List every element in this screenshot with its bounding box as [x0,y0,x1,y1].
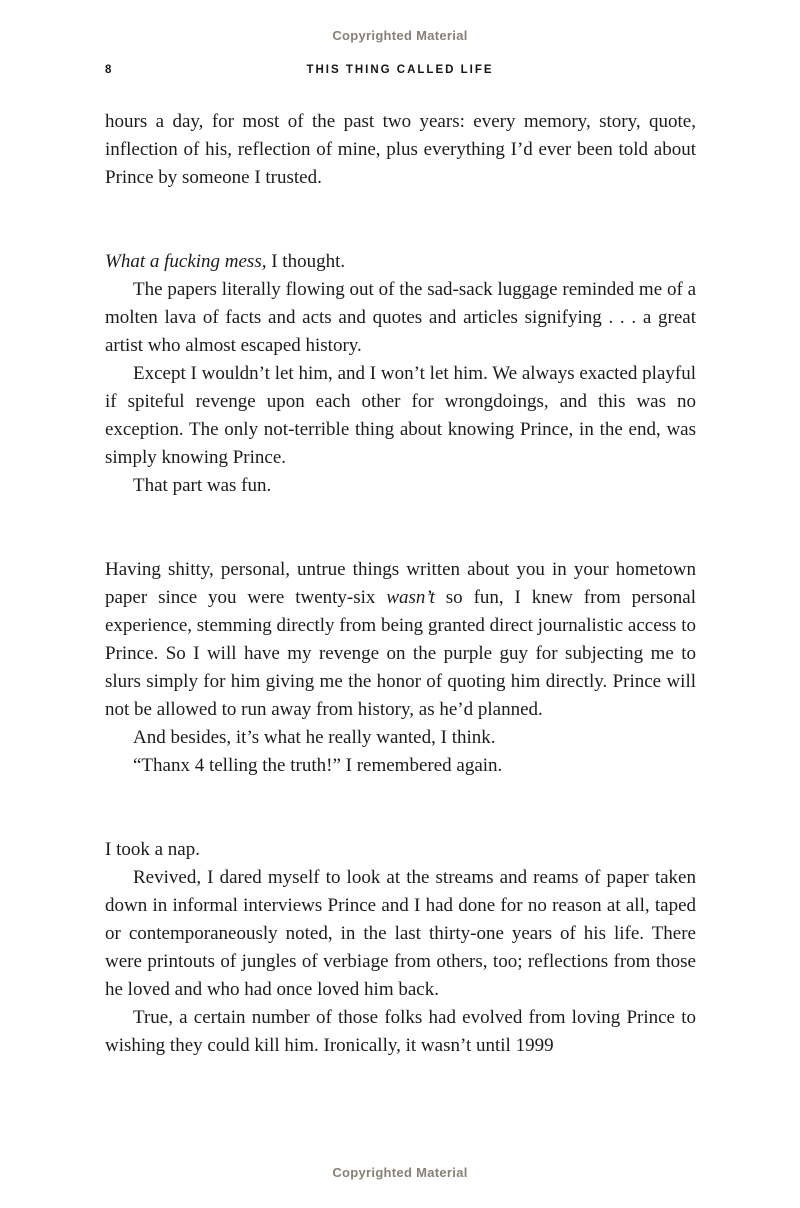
paragraph [105,752,696,780]
text-run: Except I wouldn’t let him, and I won’t let him. We always exacted playful if spiteful revenge upon each other for wrongdoings, and this was no exception. The only not-terrible thing about knowing Prince, in the end, was simply knowing Prince. [105,363,696,468]
text-run: The papers literally flowing out of the sad-sack luggage reminded me of a molten lava of facts and acts and quotes and articles signifying . . . a great artist who almost escaped history. [105,279,696,356]
paragraph [105,276,696,360]
paragraph [105,556,696,724]
copyright-notice-top: Copyrighted Material [332,28,468,43]
text-run: And besides, it’s what he really wanted, I think. [133,727,496,748]
page-body [105,108,696,1060]
text-run: hours a day, for most of the past two years: every memory, story, quote, inflection of his, reflection of mine, plus everything I’d ever been told about Prince by someone I trusted. [105,111,696,188]
text-run: Revived, I dared myself to look at the streams and reams of paper taken down in informal interviews Prince and I had done for no reason at all, taped or contemporaneously noted, in the last thirty-one years of his life. There were printouts of jungles of verbiage from others, too; reflections from those he loved and who had once loved him back. [105,867,696,1000]
text-run: “Thanx 4 telling the truth!” I remembered again. [133,755,503,776]
running-title: THIS THING CALLED LIFE [306,64,494,76]
paragraph [105,1004,696,1060]
text-run: I thought. [266,251,346,272]
paragraph [105,472,696,500]
paragraph [105,836,696,864]
text-run: That part was fun. [133,475,272,496]
text-run: so fun, I knew from personal experience, stemming directly from being granted direct journalistic access to Prince. So I will have my revenge on the purple guy for subjecting me to slurs simply for him giving me the honor of quoting him directly. Prince will not be allowed to run away from history, as he’d planned. [105,587,696,720]
text-run: True, a certain number of those folks had evolved from loving Prince to wishing they could kill him. Ironically, it wasn’t until 1999 [105,1007,696,1056]
page-number: 8 [105,64,112,76]
text-run: I took a nap. [105,839,200,860]
italic-text-run: wasn’t [386,587,435,608]
page-header [105,64,695,82]
copyright-notice-bottom: Copyrighted Material [332,1165,468,1180]
paragraph [105,360,696,472]
paragraph [105,864,696,1004]
paragraph [105,724,696,752]
text-run: Having shitty, personal, untrue things written about you in your hometown paper since you were twenty-six [105,559,696,608]
paragraph [105,248,696,276]
paragraph [105,108,696,192]
italic-text-run: What a fucking mess, [105,251,267,272]
